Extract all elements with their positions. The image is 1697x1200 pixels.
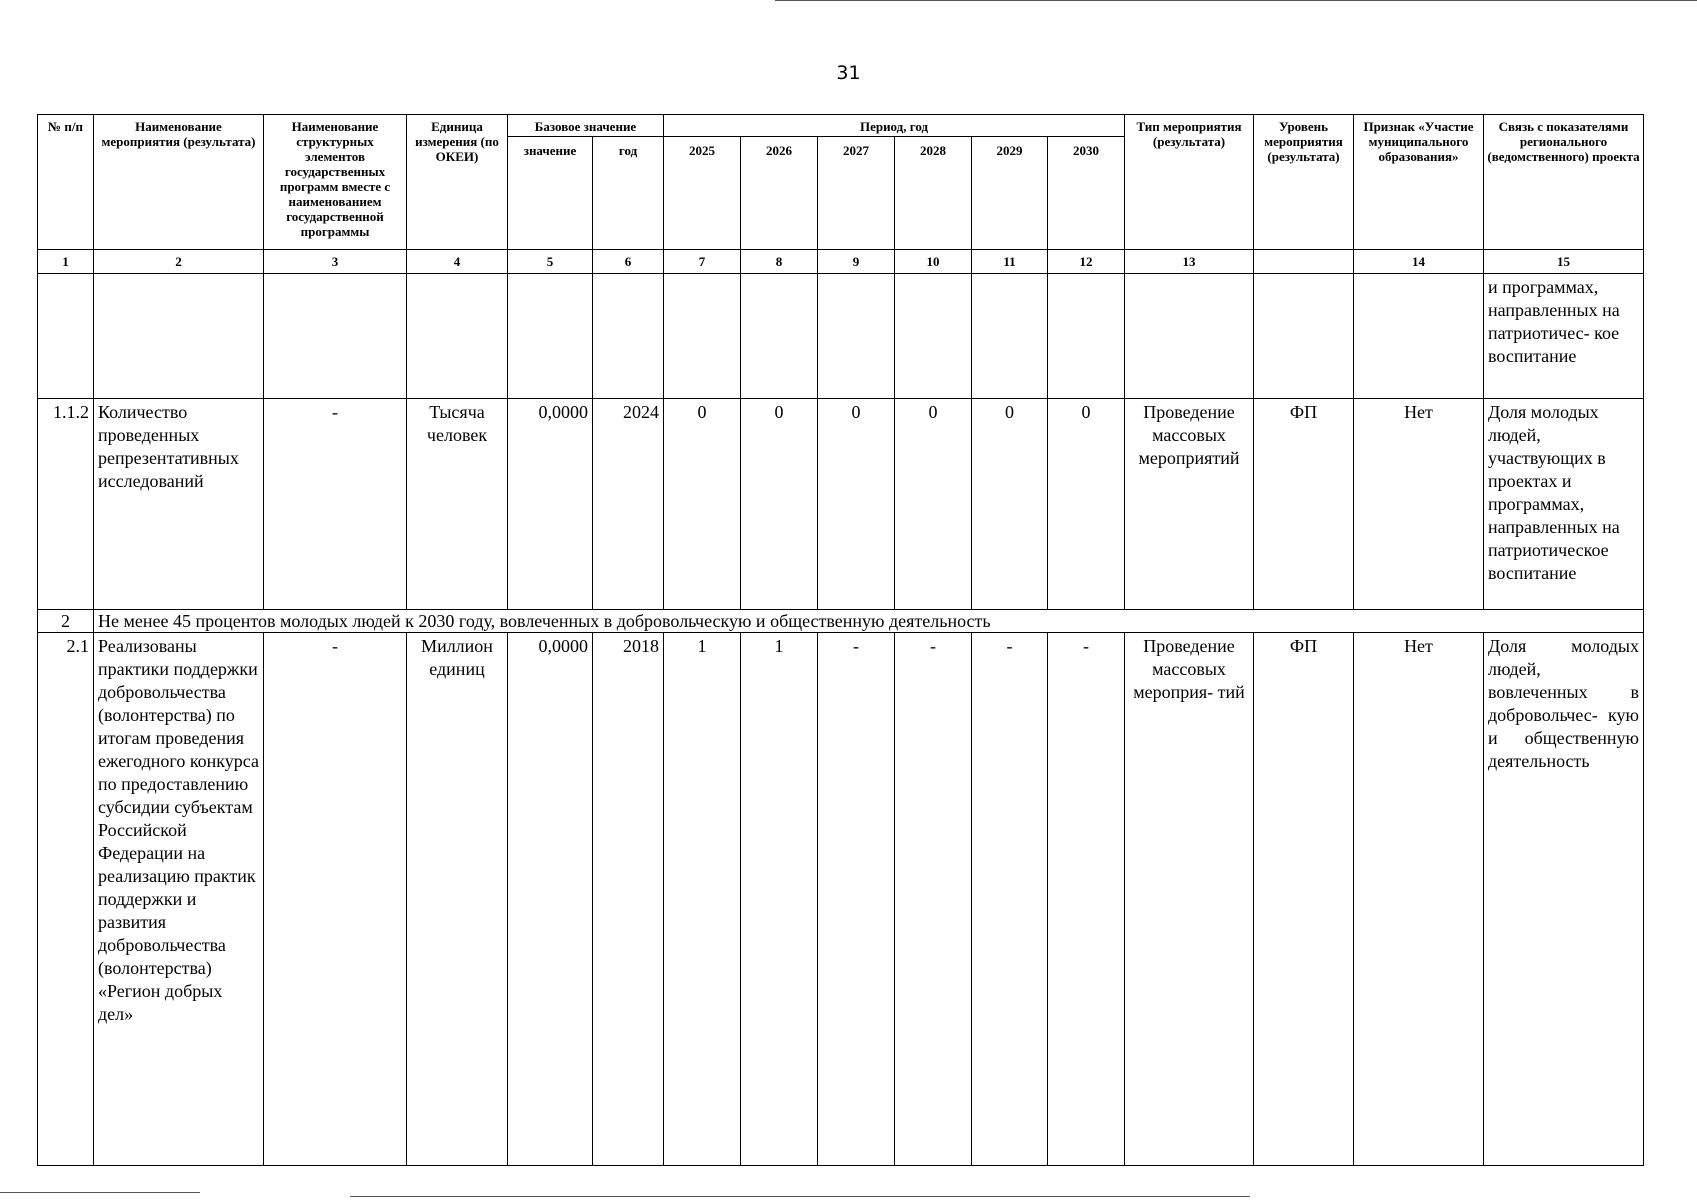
project-link-cell: и программах, направленных на патриотичес- кое воспитание	[1484, 274, 1644, 399]
project-link-cell: Доля молодых людей, вовлеченных в добровольчес- кую и общественную деятельность	[1484, 633, 1644, 1166]
value-2026-cell: 1	[741, 633, 818, 1166]
base-value-cell: 0,0000	[508, 633, 593, 1166]
column-number: 4	[407, 250, 508, 274]
base-year-cell: 2018	[593, 633, 664, 1166]
value-2029-cell: -	[972, 633, 1048, 1166]
value-2030-cell: -	[1048, 633, 1125, 1166]
column-number: 1	[38, 250, 94, 274]
header-base-year: год	[593, 137, 664, 250]
structural-elements-cell: -	[264, 399, 407, 610]
municipal-flag-cell: Нет	[1354, 399, 1484, 610]
measure-name-cell: Реализованы практики поддержки добровольчества (волонтерства) по итогам проведения ежегодного конкурса по предоставлению субсидии субъектам Российской Федерации на реализацию практик поддержки и развития добровольчества (волонтерства) «Регион добрых дел»	[94, 633, 264, 1166]
value-2029-cell: 0	[972, 399, 1048, 610]
section-title: Не менее 45 процентов молодых людей к 2030 году, вовлеченных в добровольческую и общественную деятельность	[94, 610, 1644, 633]
value-2030-cell: 0	[1048, 399, 1125, 610]
column-number: 6	[593, 250, 664, 274]
row-number: 1.1.2	[38, 399, 94, 610]
value-2026-cell: 0	[741, 399, 818, 610]
column-number: 2	[94, 250, 264, 274]
project-link-cell: Доля молодых людей, участвующих в проектах и программах, направленных на патриотическое воспитание	[1484, 399, 1644, 610]
header-project-link: Связь с показателями регионального (ведомственного) проекта	[1484, 115, 1644, 250]
column-number: 5	[508, 250, 593, 274]
column-number: 10	[895, 250, 972, 274]
column-number	[1254, 250, 1354, 274]
header-measure-type: Тип мероприятия (результата)	[1125, 115, 1254, 250]
scan-edge-top	[775, 0, 1697, 1]
measure-type-cell: Проведение массовых мероприя- тий	[1125, 633, 1254, 1166]
column-number: 13	[1125, 250, 1254, 274]
row-number: 2.1	[38, 633, 94, 1166]
municipal-flag-cell: Нет	[1354, 633, 1484, 1166]
table-row-2-1	[38, 633, 1644, 1166]
header-unit: Единица измерения (по ОКЕИ)	[407, 115, 508, 250]
value-2028-cell: -	[895, 633, 972, 1166]
header-municipal-flag: Признак «Участие муниципального образования»	[1354, 115, 1484, 250]
table-row-1-1-2	[38, 399, 1644, 610]
measure-name-cell: Количество проведенных репрезентативных исследований	[94, 399, 264, 610]
value-2027-cell: 0	[818, 399, 895, 610]
header-year-2028: 2028	[895, 137, 972, 250]
column-number: 15	[1484, 250, 1644, 274]
column-number: 7	[664, 250, 741, 274]
column-numbers-row	[38, 250, 1644, 274]
value-2025-cell: 1	[664, 633, 741, 1166]
value-2025-cell: 0	[664, 399, 741, 610]
column-number: 12	[1048, 250, 1125, 274]
unit-cell: Миллион единиц	[407, 633, 508, 1166]
base-value-cell: 0,0000	[508, 399, 593, 610]
column-number: 11	[972, 250, 1048, 274]
scan-edge-bottom-mid	[350, 1196, 1250, 1197]
main-table-wrapper	[37, 114, 1644, 1166]
measure-level-cell: ФП	[1254, 633, 1354, 1166]
table-row-continuation	[38, 274, 1644, 399]
value-2027-cell: -	[818, 633, 895, 1166]
header-num: № п/п	[38, 115, 94, 250]
header-year-2027: 2027	[818, 137, 895, 250]
header-year-2026: 2026	[741, 137, 818, 250]
header-base-value-group: Базовое значение	[508, 115, 664, 137]
header-period-group: Период, год	[664, 115, 1125, 137]
structural-elements-cell: -	[264, 633, 407, 1166]
column-number: 8	[741, 250, 818, 274]
column-number: 14	[1354, 250, 1484, 274]
header-measure-name: Наименование мероприятия (результата)	[94, 115, 264, 250]
measures-table	[37, 114, 1644, 1166]
measure-level-cell: ФП	[1254, 399, 1354, 610]
scan-edge-bottom-left	[0, 1192, 200, 1193]
header-year-2030: 2030	[1048, 137, 1125, 250]
header-year-2025: 2025	[664, 137, 741, 250]
header-structural-elements: Наименование структурных элементов государственных программ вместе с наименованием государственной программы	[264, 115, 407, 250]
value-2028-cell: 0	[895, 399, 972, 610]
header-year-2029: 2029	[972, 137, 1048, 250]
unit-cell: Тысяча человек	[407, 399, 508, 610]
section-number: 2	[38, 610, 94, 633]
table-row-section-2	[38, 610, 1644, 633]
header-base-value: значение	[508, 137, 593, 250]
header-measure-level: Уровень мероприятия (результата)	[1254, 115, 1354, 250]
header-row-1	[38, 115, 1644, 137]
column-number: 9	[818, 250, 895, 274]
measure-type-cell: Проведение массовых мероприятий	[1125, 399, 1254, 610]
column-number: 3	[264, 250, 407, 274]
page-number: 31	[836, 62, 861, 84]
base-year-cell: 2024	[593, 399, 664, 610]
